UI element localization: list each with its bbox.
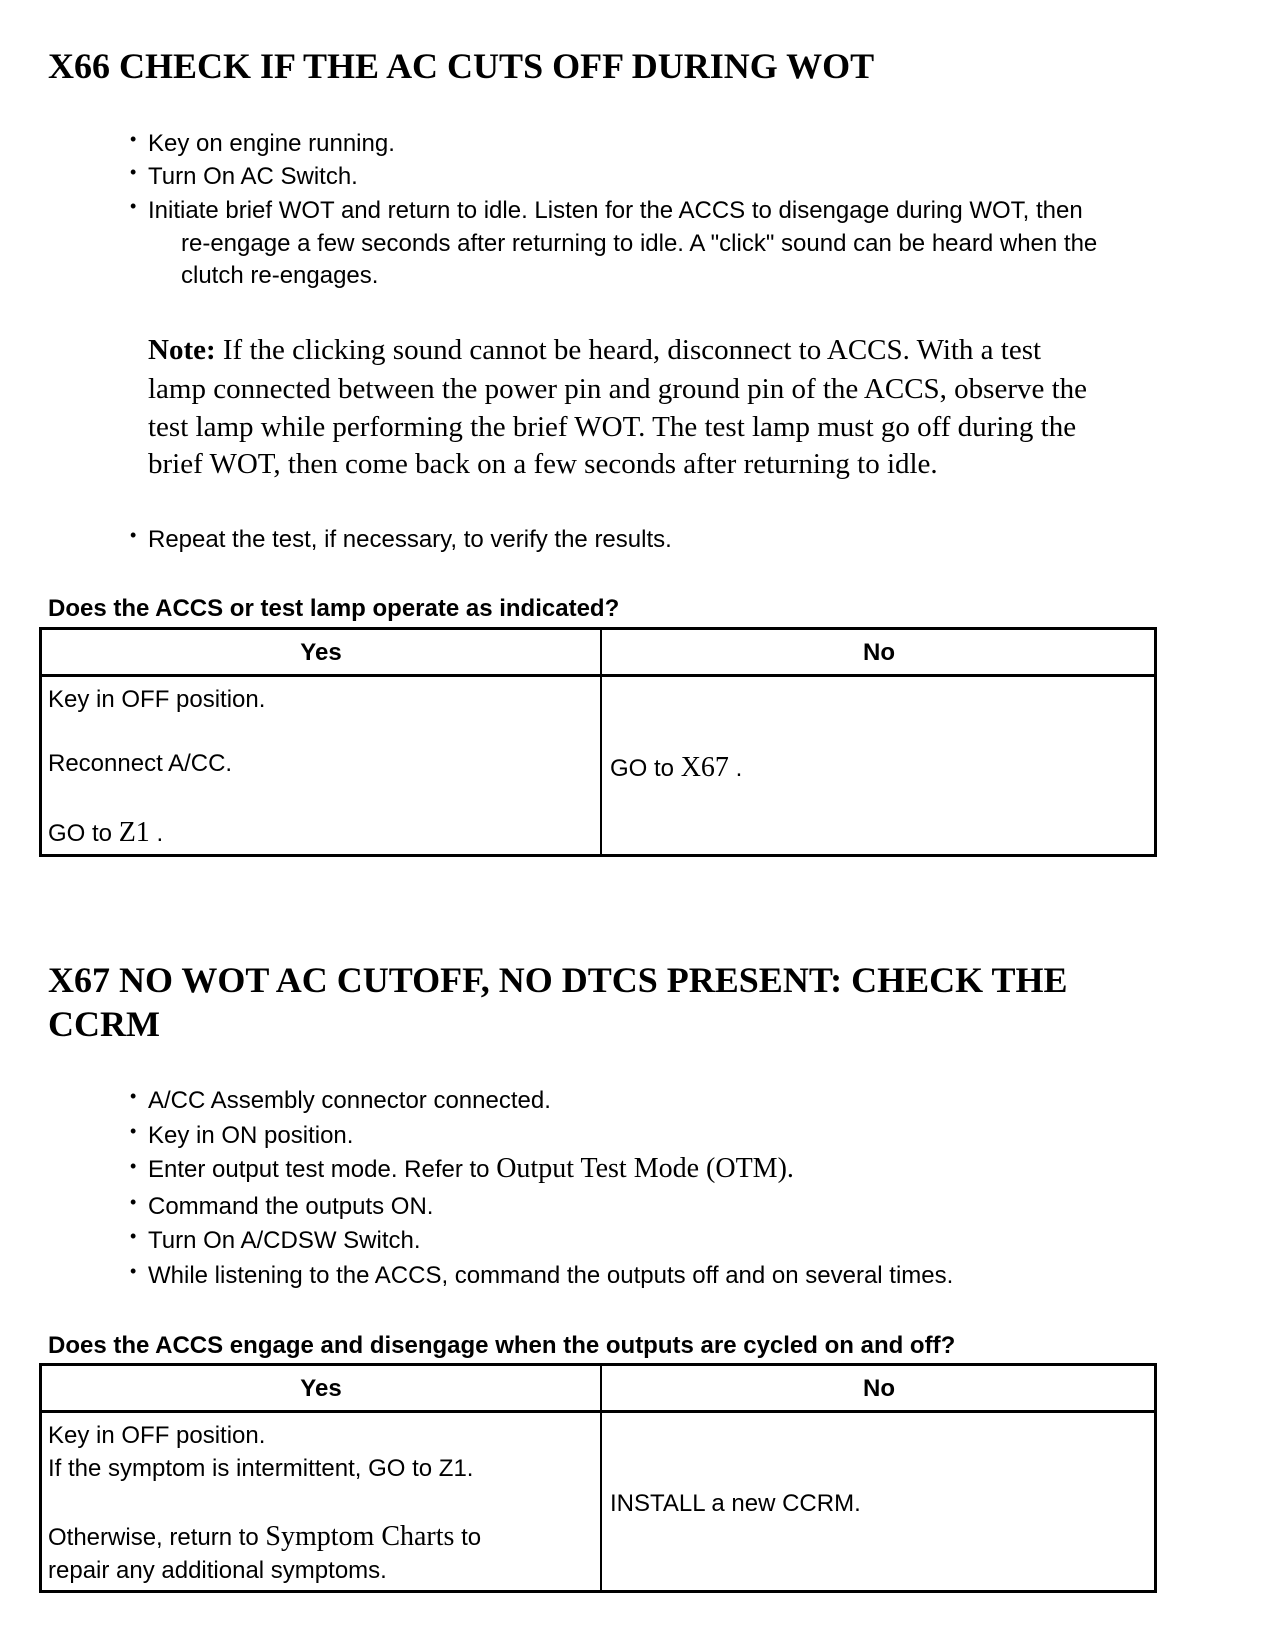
- step-text-continued: re-engage a few seconds after returning to idle. A "click" sound can be heard when the: [181, 230, 1098, 257]
- section-title-x66: X66 CHECK IF THE AC CUTS OFF DURING WOT: [48, 46, 875, 86]
- section-title-x67: X67 NO WOT AC CUTOFF, NO DTCS PRESENT: CHECK THE: [48, 960, 1068, 1000]
- bullet-icon: •: [130, 162, 137, 182]
- goto-suffix: .: [149, 820, 164, 847]
- question-x66: Does the ACCS or test lamp operate as indicated?: [48, 595, 620, 622]
- yes-cell-line: Key in OFF position.: [48, 686, 266, 713]
- bullet-icon: •: [130, 1226, 137, 1246]
- no-header: No: [863, 1375, 895, 1402]
- step-text: Key in ON position.: [148, 1122, 354, 1149]
- link-x67[interactable]: X67: [680, 752, 729, 783]
- step-text: While listening to the ACCS, command the outputs off and on several times.: [148, 1262, 954, 1289]
- note-label: Note:: [148, 334, 216, 366]
- text: Otherwise, return to: [48, 1524, 266, 1551]
- step-text: Turn On A/CDSW Switch.: [148, 1227, 421, 1254]
- step-text: Repeat the test, if necessary, to verify the results.: [148, 526, 672, 553]
- yes-cell-line: If the symptom is intermittent, GO to Z1.: [48, 1455, 474, 1482]
- header-divider: [42, 674, 1154, 677]
- link-z1[interactable]: Z1: [118, 817, 150, 848]
- link-symptom-charts[interactable]: Symptom Charts: [265, 1521, 455, 1552]
- bullet-icon: •: [130, 129, 137, 149]
- no-header: No: [863, 639, 895, 666]
- bullet-icon: •: [130, 1156, 137, 1176]
- note-line: test lamp while performing the brief WOT. The test lamp must go off during the: [148, 411, 1077, 443]
- bullet-icon: •: [130, 1121, 137, 1141]
- yes-cell-line: Key in OFF position.: [48, 1422, 266, 1449]
- bullet-icon: •: [130, 196, 137, 216]
- step-text: Turn On AC Switch.: [148, 163, 358, 190]
- result-table-x67: [39, 1363, 1157, 1593]
- yes-cell-line: [48, 1521, 481, 1553]
- note-line: lamp connected between the power pin and ground pin of the ACCS, observe the: [148, 373, 1088, 405]
- result-table-x66: [39, 627, 1157, 857]
- header-divider: [42, 1410, 1154, 1413]
- yes-header: Yes: [300, 639, 342, 666]
- goto-prefix: GO to: [610, 755, 681, 782]
- bullet-icon: •: [130, 1192, 137, 1212]
- otm-prefix: Enter output test mode. Refer to: [148, 1156, 497, 1183]
- step-text: A/CC Assembly connector connected.: [148, 1087, 551, 1114]
- bullet-icon: •: [130, 1086, 137, 1106]
- link-output-test-mode[interactable]: Output Test Mode (OTM).: [496, 1153, 794, 1184]
- note-text: If the clicking sound cannot be heard, disconnect to ACCS. With a test: [215, 334, 1042, 366]
- yes-cell-line: Reconnect A/CC.: [48, 750, 233, 777]
- step-text: Initiate brief WOT and return to idle. Listen for the ACCS to disengage during WOT, then: [148, 197, 1083, 224]
- note-line: [148, 332, 1041, 368]
- note-line: brief WOT, then come back on a few seconds after returning to idle.: [148, 448, 938, 480]
- bullet-icon: •: [130, 525, 137, 545]
- no-cell-text: INSTALL a new CCRM.: [610, 1490, 861, 1517]
- no-goto: [610, 752, 742, 784]
- yes-header: Yes: [300, 1375, 342, 1402]
- goto-prefix: GO to: [48, 820, 119, 847]
- bullet-icon: •: [130, 1261, 137, 1281]
- yes-cell-line: repair any additional symptoms.: [48, 1557, 387, 1584]
- step-text: Key on engine running.: [148, 130, 395, 157]
- step-text-otm: [148, 1155, 794, 1184]
- yes-goto: [48, 817, 163, 849]
- step-text: Command the outputs ON.: [148, 1193, 434, 1220]
- question-x67: Does the ACCS engage and disengage when the outputs are cycled on and off?: [48, 1332, 956, 1359]
- text: to: [454, 1524, 482, 1551]
- step-text-continued: clutch re-engages.: [181, 262, 379, 289]
- goto-suffix: .: [728, 755, 743, 782]
- section-title-x67-line2: CCRM: [48, 1004, 160, 1044]
